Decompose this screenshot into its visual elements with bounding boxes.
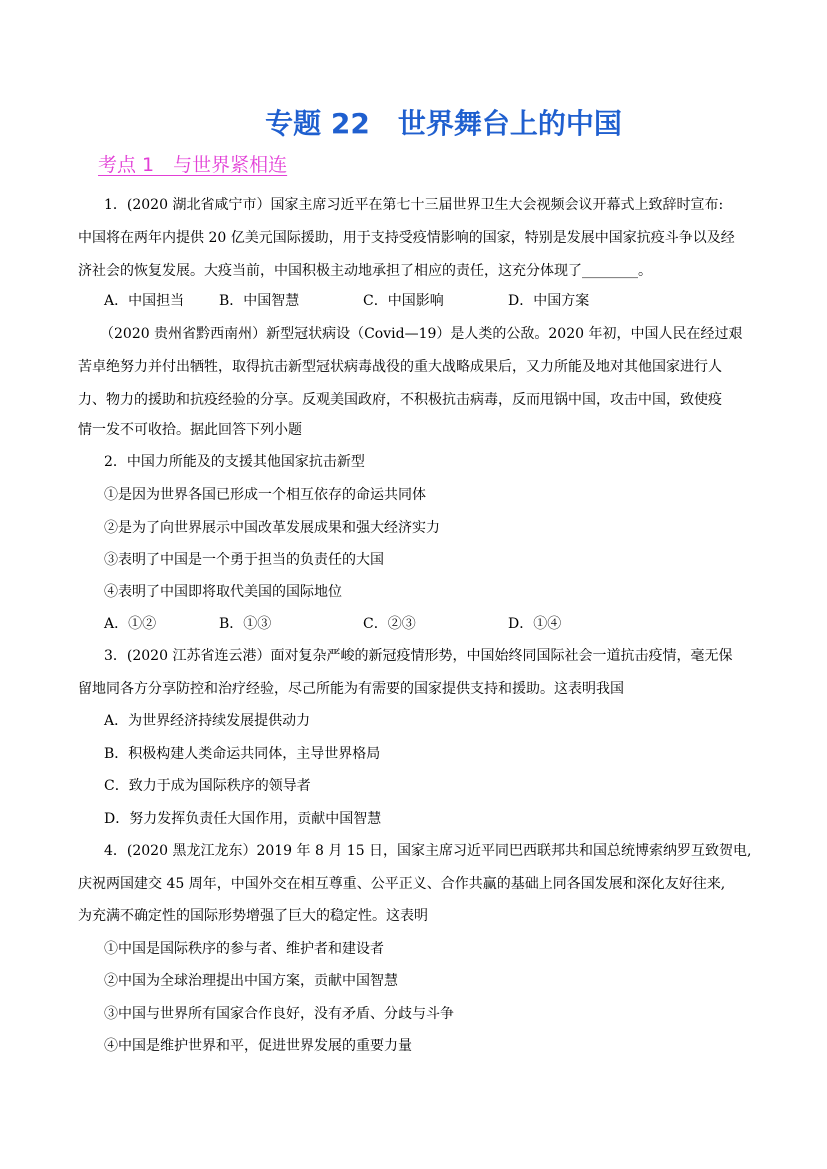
- q2-option-b: B．①③: [219, 616, 272, 632]
- q4-line-3: 为充满不确定性的国际形势增强了巨大的稳定性。这表明: [78, 908, 428, 924]
- section-heading: 考点 1 与世界紧相连: [98, 154, 288, 176]
- q2-option-a: A．①②: [104, 616, 157, 632]
- q1-line-2: 中国将在两年内提供 20 亿美元国际援助，用于支持受疫情影响的国家，特别是发展中国家抗疫斗争以及经: [78, 230, 735, 246]
- q3-line-1: 3．(2020 江苏省连云港）面对复杂严峻的新冠疫情形势，中国始终同国际社会一道抗击疫情，毫无保: [104, 648, 733, 664]
- q1-option-a: A．中国担当: [104, 293, 185, 309]
- q4-line-1: 4．(2020 黑龙江龙东）2019 年 8 月 15 日，国家主席习近平同巴西联邦共和国总统博索纳罗互致贺电,: [104, 843, 752, 859]
- passage-line-1: （2020 贵州省黔西南州）新型冠状病设（Covid—19）是人类的公敌。2020 年初，中国人民在经过艰: [100, 326, 743, 342]
- q4-line-2: 庆祝两国建交 45 周年，中国外交在相互尊重、公平正义、合作共赢的基础上同各国发展和深化友好往来,: [78, 876, 726, 892]
- passage-line-4: 情一发不可收拾。据此回答下列小题: [78, 422, 302, 438]
- q1-option-b: B．中国智慧: [219, 293, 300, 309]
- q3-line-2: 留地同各方分享防控和治疗经验，尽己所能为有需要的国家提供支持和援助。这表明我国: [78, 681, 624, 697]
- q4-item-3: ③中国与世界所有国家合作良好，没有矛盾、分歧与斗争: [104, 1006, 454, 1022]
- q4-item-2: ②中国为全球治理提出中国方案，贡献中国智慧: [104, 973, 398, 989]
- q2-item-1: ①是因为世界各国已形成一个相互依存的命运共同体: [104, 487, 426, 503]
- q2-option-c: C．②③: [363, 616, 416, 632]
- q3-option-c: C．致力于成为国际秩序的领导者: [104, 778, 311, 794]
- passage-line-3: 力、物力的援助和抗疫经验的分享。反观美国政府，不积极抗击病毒，反而甩锅中国，攻击中国，致使疫: [78, 392, 722, 408]
- q4-item-4: ④中国是维护世界和平，促进世界发展的重要力量: [104, 1038, 412, 1054]
- q3-option-b: B．积极构建人类命运共同体，主导世界格局: [104, 746, 381, 762]
- document-title: 专题 22 世界舞台上的中国: [265, 107, 622, 140]
- passage-line-2: 苦卓绝努力并付出牺牲，取得抗击新型冠状病毒战役的重大战略成果后，又力所能及地对其他国家进行人: [78, 359, 722, 375]
- q2-item-2: ②是为了向世界展示中国改革发展成果和强大经济实力: [104, 520, 440, 536]
- q3-option-d: D．努力发挥负责任大国作用，贡献中国智慧: [104, 811, 382, 827]
- q1-line-3: 济社会的恢复发展。大疫当前，中国积极主动地承担了相应的责任，这充分体现了________。: [78, 263, 652, 279]
- q1-option-d: D．中国方案: [508, 293, 590, 309]
- q1-line-1: 1．(2020 湖北省咸宁市）国家主席习近平在第七十三届世界卫生大会视频会议开幕式上致辞时宣布:: [104, 197, 724, 213]
- q2-item-4: ④表明了中国即将取代美国的国际地位: [104, 584, 342, 600]
- q2-stem: 2．中国力所能及的支援其他国家抗击新型: [104, 454, 365, 470]
- q1-option-c: C．中国影响: [363, 293, 444, 309]
- q3-option-a: A．为世界经济持续发展提供动力: [104, 713, 311, 729]
- q4-item-1: ①中国是国际秩序的参与者、维护者和建设者: [104, 941, 384, 957]
- q2-item-3: ③表明了中国是一个勇于担当的负责任的大国: [104, 552, 384, 568]
- q2-option-d: D．①④: [508, 616, 562, 632]
